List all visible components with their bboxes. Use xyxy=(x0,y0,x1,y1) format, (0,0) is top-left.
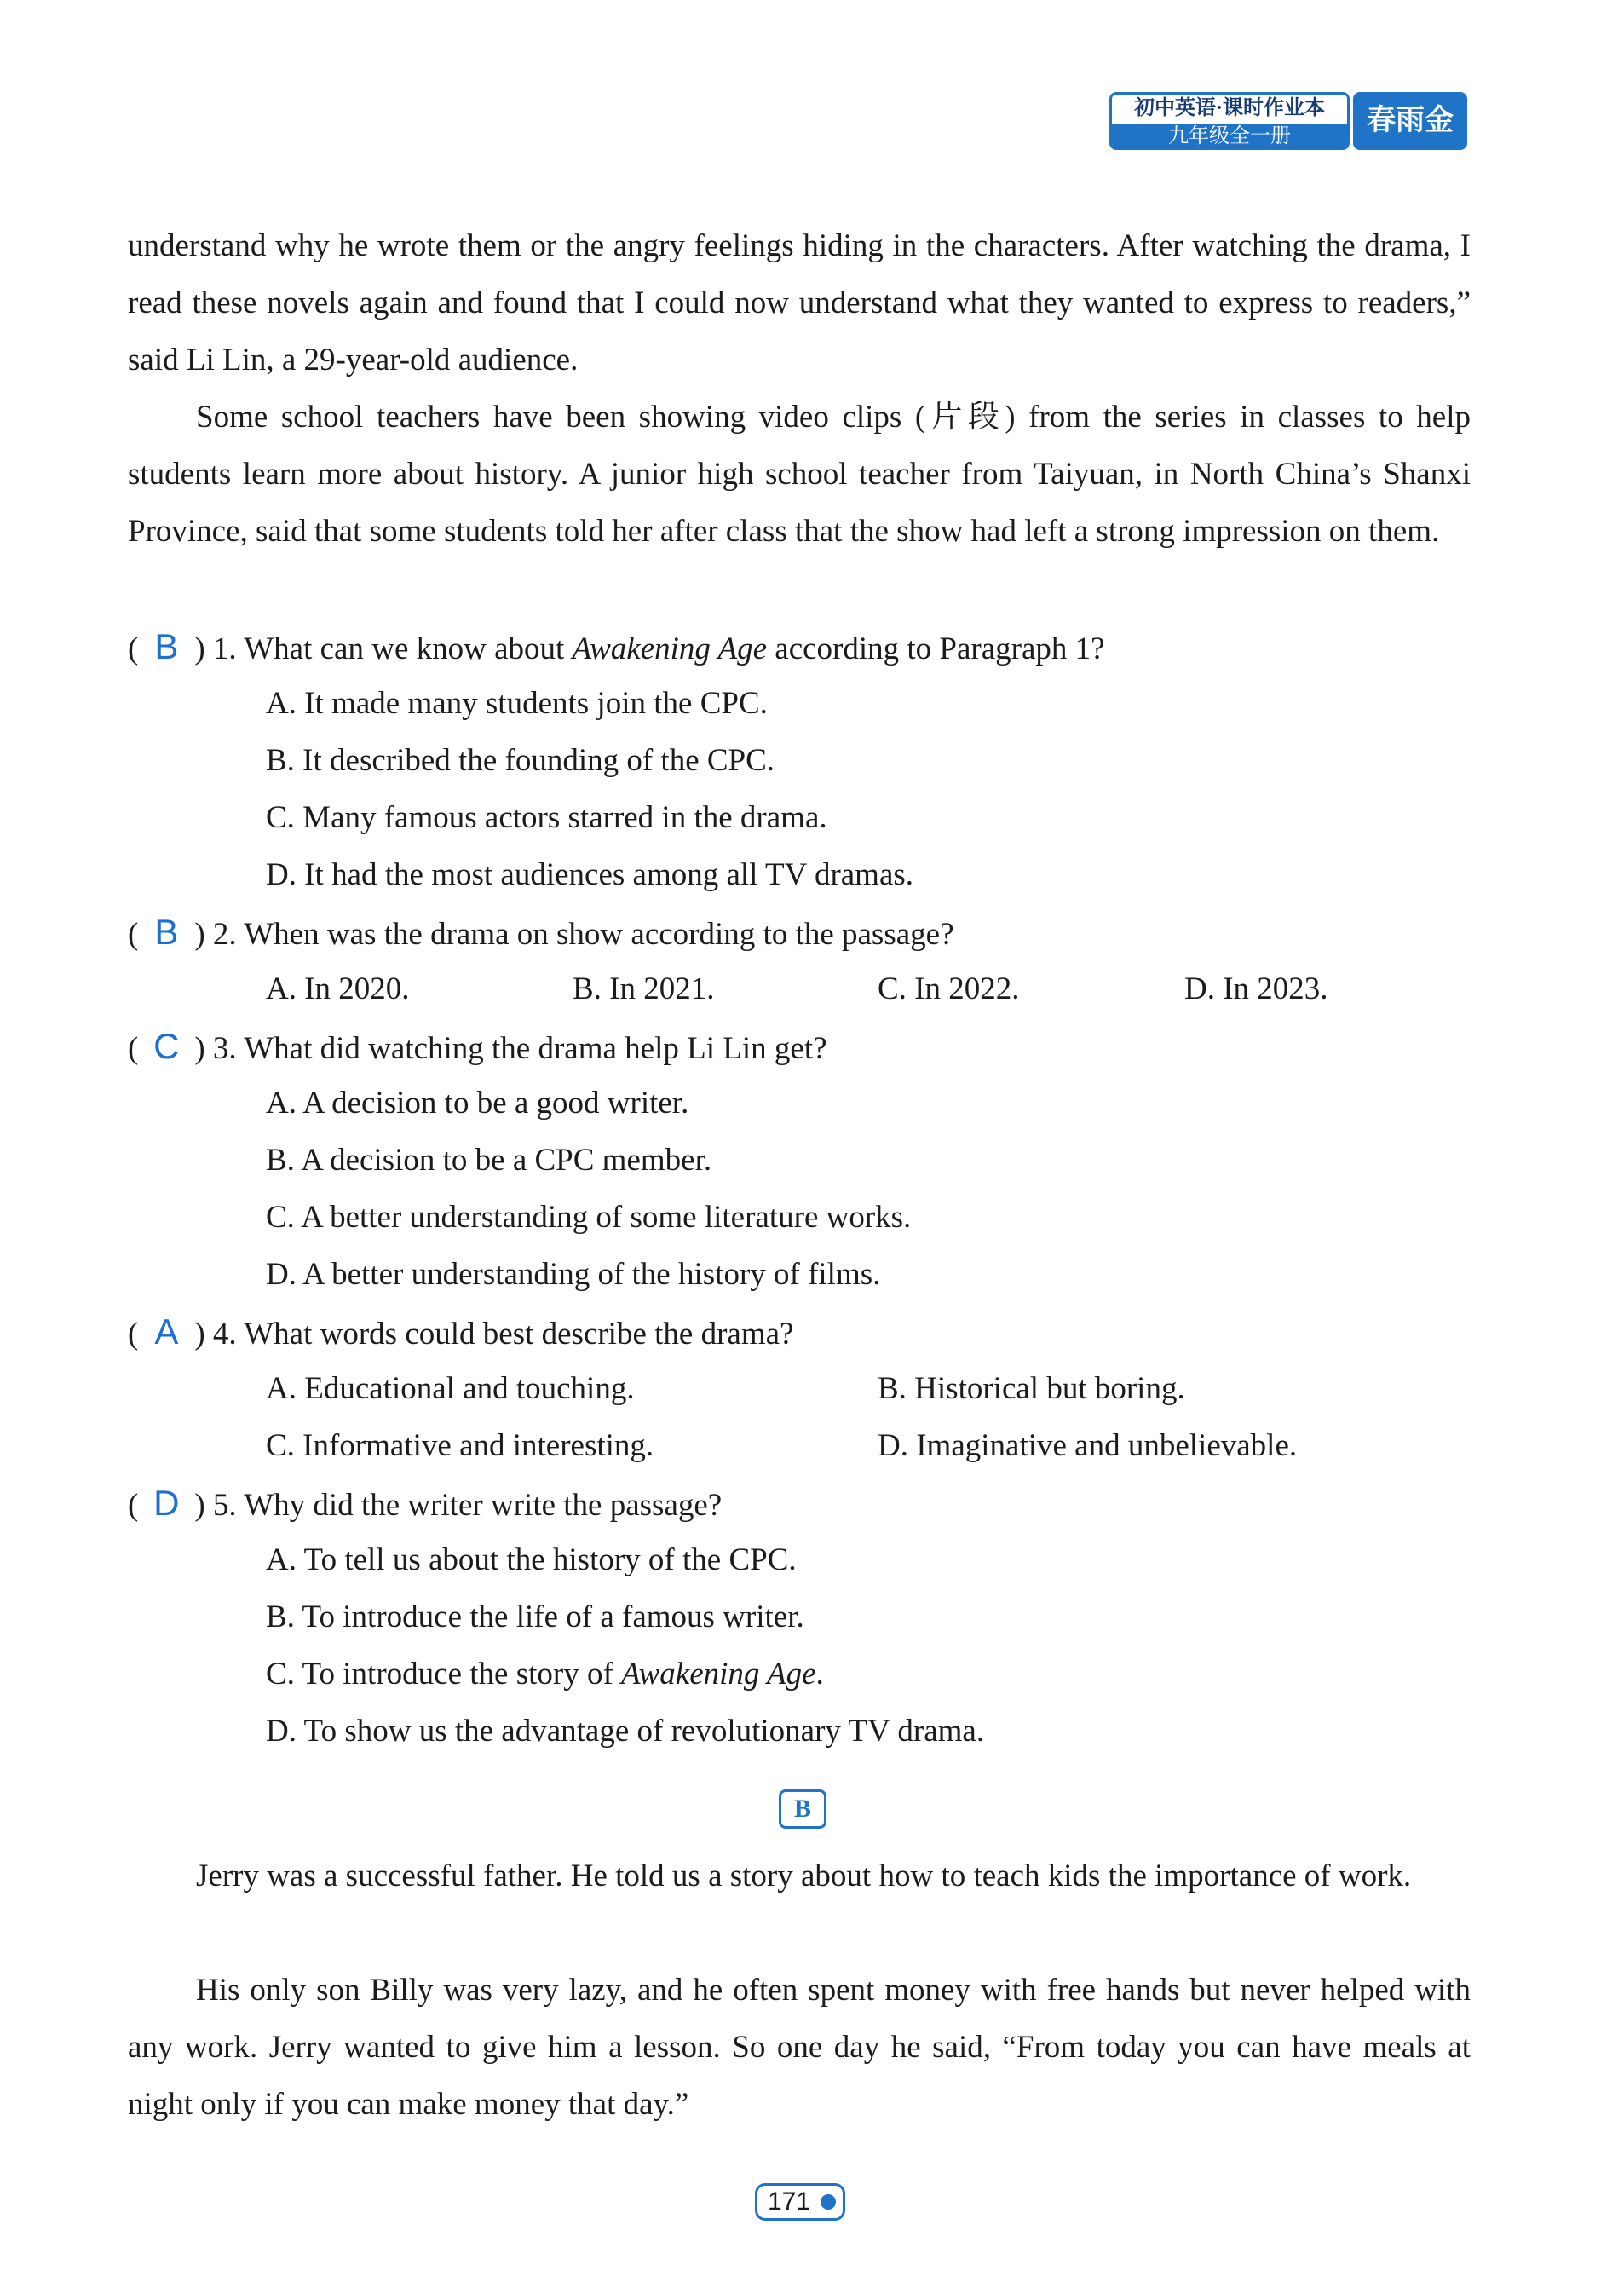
option-5c-end: . xyxy=(815,1657,824,1692)
question-stem-title: Awakening Age xyxy=(572,631,768,666)
section-b-paragraph-1: Jerry was a successful father. He told us a story about how to teach kids the importance of work. xyxy=(196,1859,1412,1893)
answer-3: C xyxy=(153,1026,180,1066)
option-1d: D. It had the most audiences among all TV dramas. xyxy=(266,857,914,892)
grade-label: 九年级全一册 xyxy=(1112,124,1347,150)
option-1a: A. It made many students join the CPC. xyxy=(266,686,768,721)
question-1: ( B ) 1. What can we know about Awakening Age according to Paragraph 1? xyxy=(128,618,1105,677)
paragraph-teachers: Some school teachers have been showing video clips (片段) from the series in classes to help students learn more about history. A junior high school teacher from Taiyuan, in North China’s Shanxi Province, said that some students told her after class that the show had left a strong impression on them. xyxy=(128,400,1471,549)
option-4a: A. Educational and touching. xyxy=(266,1371,635,1406)
question-stem: What did watching the drama help Li Lin get? xyxy=(244,1031,827,1066)
section-b-paragraph-2: His only son Billy was very lazy, and he often spent money with free hands but never helped with any work. Jerry wanted to give him a lesson. So one day he said, “From today you can have meals at night only if you can make money that day.” xyxy=(128,1973,1471,2122)
option-4d: D. Imaginative and unbelievable. xyxy=(878,1428,1298,1463)
question-3: ( C ) 3. What did watching the drama help Li Lin get? xyxy=(128,1017,827,1077)
page-number xyxy=(755,2183,845,2221)
option-3b: B. A decision to be a CPC member. xyxy=(266,1143,712,1178)
series-title-box xyxy=(1109,92,1350,150)
question-stem: When was the drama on show according to the passage? xyxy=(244,917,954,952)
question-stem: What words could best describe the drama? xyxy=(244,1317,794,1351)
page-number-text: 171 xyxy=(768,2187,811,2216)
option-5a: A. To tell us about the history of the CPC. xyxy=(266,1542,797,1577)
option-5b: B. To introduce the life of a famous writer. xyxy=(266,1599,804,1634)
paragraph-continued: understand why he wrote them or the angry feelings hiding in the characters. After watching the drama, I read these novels again and found that I could now understand what they wanted to express to readers,” said Li Lin, a 29-year-old audience. xyxy=(128,228,1471,377)
question-number: 3. xyxy=(212,1031,237,1066)
option-5c xyxy=(266,1645,824,1703)
option-3a: A. A decision to be a good writer. xyxy=(266,1086,689,1121)
answer-5: D xyxy=(153,1483,180,1523)
brand-logo: 春雨金卷 xyxy=(1353,92,1467,150)
option-2d: D. In 2023. xyxy=(1184,971,1328,1006)
question-stem: Why did the writer write the passage? xyxy=(244,1488,723,1523)
question-number: 1. xyxy=(212,631,237,666)
answer-1: B xyxy=(154,626,179,666)
option-3c: C. A better understanding of some literature works. xyxy=(266,1200,912,1235)
option-2b: B. In 2021. xyxy=(573,971,715,1006)
option-2a: A. In 2020. xyxy=(266,971,410,1006)
option-5c-text: C. To introduce the story of xyxy=(266,1657,622,1692)
option-4b: B. Historical but boring. xyxy=(878,1371,1185,1406)
question-number: 4. xyxy=(212,1317,237,1351)
question-stem-end: according to Paragraph 1? xyxy=(767,631,1105,666)
page-number-dot xyxy=(821,2194,836,2210)
option-5d: D. To show us the advantage of revolutionary TV drama. xyxy=(266,1714,985,1749)
series-title: 初中英语·课时作业本 xyxy=(1112,95,1347,124)
question-number: 2. xyxy=(212,917,237,952)
question-2: ( B ) 2. When was the drama on show according to the passage? xyxy=(128,903,954,963)
option-5c-title: Awakening Age xyxy=(621,1657,816,1692)
question-number: 5. xyxy=(212,1488,237,1523)
question-stem: What can we know about xyxy=(244,631,573,666)
option-1b: B. It described the founding of the CPC. xyxy=(266,743,775,778)
book-header xyxy=(1109,92,1467,194)
option-1c: C. Many famous actors starred in the drama. xyxy=(266,800,827,835)
option-2c: C. In 2022. xyxy=(878,971,1020,1006)
answer-2: B xyxy=(154,912,179,952)
option-4c: C. Informative and interesting. xyxy=(266,1428,654,1463)
answer-4: A xyxy=(154,1311,179,1351)
section-b-label: B xyxy=(779,1789,826,1829)
option-3d: D. A better understanding of the history of films. xyxy=(266,1257,881,1292)
question-5: ( D ) 5. Why did the writer write the passage? xyxy=(128,1474,722,1534)
question-4: ( A ) 4. What words could best describe the drama? xyxy=(128,1303,793,1363)
